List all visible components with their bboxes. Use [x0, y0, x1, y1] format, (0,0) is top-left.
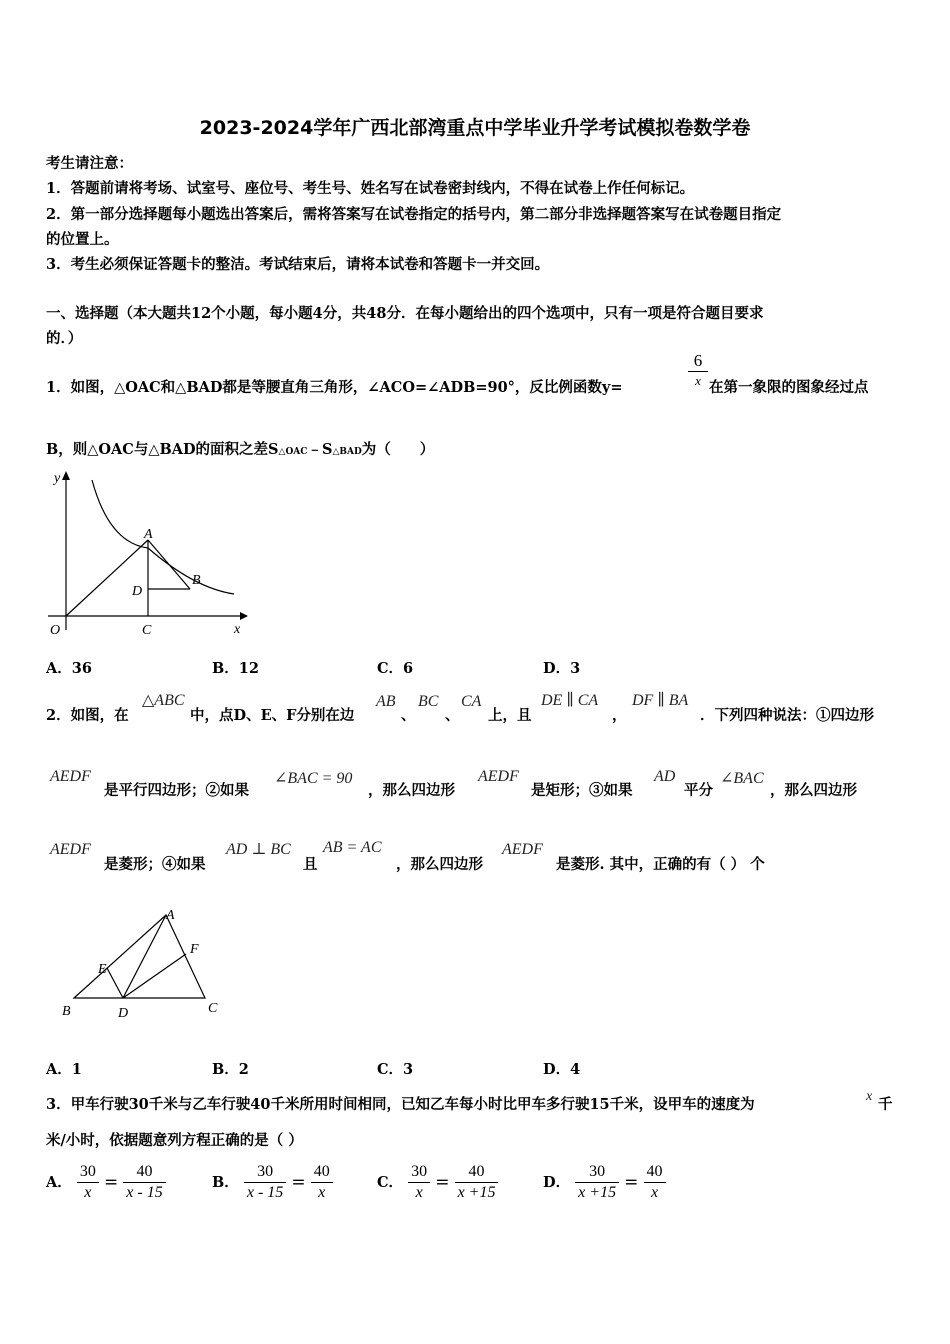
q1-frac-num: 6: [693, 351, 703, 370]
fraction: [123, 1162, 165, 1203]
label-A: A: [144, 527, 153, 542]
q1-option-a[interactable]: A．36: [46, 660, 92, 677]
denominator: x - 15: [126, 1184, 163, 1201]
segment-DE: [107, 968, 123, 998]
q2-l1-c: 上，且: [488, 707, 532, 724]
q2-figure: [58, 905, 228, 1025]
label-D: D: [118, 1006, 129, 1021]
q3-option-d-label: D．: [543, 1174, 571, 1191]
q3-l2: 米/小时，依据题意列方程正确的是（ ）: [46, 1132, 303, 1149]
equals-sign: =: [103, 1172, 119, 1193]
label-B: B: [192, 573, 201, 588]
q2-l2-d: 平分: [684, 782, 713, 799]
q1-sub1: △OAC: [278, 447, 308, 457]
q2-l2-c: 是矩形；③如果: [531, 782, 633, 799]
q2-bc: BC: [418, 693, 439, 710]
fraction: [575, 1162, 619, 1203]
q1-line2-c: 为（ ）: [361, 441, 435, 458]
q2-ab: AB: [376, 693, 396, 710]
q1-frac-den: x: [688, 371, 708, 390]
q3-option-b-label: B．: [212, 1174, 239, 1191]
q3-option-c[interactable]: [377, 1162, 498, 1203]
equals-sign: =: [624, 1172, 639, 1193]
q2-de-parallel: DE ∥ CA: [541, 692, 599, 709]
label-B: B: [62, 1004, 71, 1019]
q2-option-b[interactable]: B．2: [212, 1061, 249, 1078]
q3-option-a[interactable]: [46, 1162, 166, 1203]
q2-l3-b: 且: [303, 856, 318, 873]
q1-text-line2: [46, 438, 434, 459]
equals-sign: =: [291, 1172, 306, 1193]
q2-l3-c: ，那么四边形: [396, 856, 483, 873]
q2-adbc: AD ⊥ BC: [226, 841, 291, 858]
label-E: E: [98, 962, 107, 977]
segment-AB: [148, 540, 190, 589]
q2-option-a[interactable]: A．1: [46, 1061, 82, 1078]
fraction: [77, 1162, 99, 1203]
q2-bac: ∠BAC: [720, 770, 764, 787]
fraction: [311, 1162, 333, 1203]
denominator: x: [650, 1184, 659, 1201]
q1-line2-a: B，则△OAC与△BAD的面积之差S: [46, 441, 279, 458]
section-heading: 一、选择题（本大题共12个小题，每小题4分，共48分．在每小题给出的四个选项中，只有一项是符合题目要求: [46, 305, 764, 322]
label-F: F: [190, 942, 199, 957]
numerator: 40: [123, 1162, 165, 1183]
triangle-ABC: [74, 915, 205, 998]
q1-option-c[interactable]: C．6: [377, 660, 414, 677]
label-C: C: [208, 1001, 218, 1016]
q1-fraction: [688, 351, 708, 390]
q3-l1-a: 3．甲车行驶30千米与乙车行驶40千米所用时间相同，已知乙车每小时比甲车多行驶15千米，设甲车的速度为: [46, 1096, 755, 1113]
label-O: O: [50, 623, 61, 638]
q3-option-d[interactable]: [543, 1162, 666, 1203]
q3-option-b[interactable]: [212, 1162, 333, 1203]
q2-option-d[interactable]: D．4: [543, 1061, 581, 1078]
label-C: C: [142, 623, 152, 638]
q1-sub2: △BAD: [332, 447, 362, 457]
equals-sign: =: [435, 1172, 450, 1193]
q2-l1-d: ．下列四种说法：①四边形: [700, 707, 874, 724]
q2-ca: CA: [461, 693, 482, 710]
q2-tri: △ABC: [142, 692, 185, 709]
q2-l1-b: 中，点D、E、F分别在边: [190, 707, 355, 724]
fraction: [244, 1162, 286, 1203]
numerator: 30: [575, 1162, 619, 1183]
q2-aedf3: AEDF: [50, 841, 91, 858]
x-axis-arrow-icon: [240, 612, 248, 620]
segment-OA: [66, 540, 148, 616]
q2-l3-d: 是菱形. 其中，正确的有（ ） 个: [556, 856, 765, 873]
notice-item: 1．答题前请将考场、试室号、座位号、考生号、姓名写在试卷密封线内，不得在试卷上作任何标记。: [46, 180, 695, 197]
numerator: 30: [244, 1162, 286, 1183]
label-A: A: [166, 908, 175, 923]
label-y: y: [54, 471, 61, 486]
notice-heading: 考生请注意：: [46, 155, 133, 172]
q2-l2-a: 是平行四边形；②如果: [104, 782, 249, 799]
q2-l2-b: ，那么四边形: [368, 782, 455, 799]
hyperbola-curve: [92, 480, 234, 594]
segment-DF: [123, 954, 186, 998]
q2-l2-e: ，那么四边形: [770, 782, 857, 799]
q3-var-x: x: [866, 1089, 873, 1104]
q1-line2-b: ﹣S: [307, 441, 333, 458]
q1-figure: [44, 468, 249, 640]
section-heading-cont: 的．）: [46, 330, 83, 347]
q1-text: [46, 376, 623, 397]
denominator: x: [84, 1184, 92, 1201]
fraction: [455, 1162, 499, 1203]
q2-df-parallel: DF ∥ BA: [632, 692, 689, 709]
numerator: 30: [77, 1162, 99, 1183]
numerator: 40: [644, 1162, 666, 1183]
denominator: x +15: [578, 1184, 617, 1201]
q2-l1-a: 2．如图，在: [46, 707, 129, 724]
page-title: 2023-2024学年广西北部湾重点中学毕业升学考试模拟卷数学卷: [199, 117, 751, 139]
denominator: x: [318, 1184, 326, 1201]
y-axis-arrow-icon: [62, 471, 70, 480]
label-x: x: [234, 622, 241, 637]
q3-option-c-label: C．: [377, 1174, 404, 1191]
q3-option-a-label: A．: [46, 1174, 72, 1191]
q2-aedf: AEDF: [50, 768, 91, 785]
q2-abac: AB = AC: [323, 839, 382, 856]
notice-item: 3．考生必须保证答题卡的整洁。考试结束后，请将本试卷和答题卡一并交回。: [46, 256, 550, 273]
q2-aedf2: AEDF: [478, 768, 519, 785]
q2-ad: AD: [654, 768, 676, 785]
q2-bac90: ∠BAC = 90: [274, 770, 353, 787]
fraction: [644, 1162, 666, 1203]
q2-l3-a: 是菱形；④如果: [104, 856, 206, 873]
fraction: [408, 1162, 430, 1203]
q2-comma: ，: [612, 707, 627, 724]
segment-AD: [123, 915, 166, 998]
numerator: 40: [311, 1162, 333, 1183]
notice-item: 的位置上。: [46, 231, 119, 248]
q2-aedf4: AEDF: [502, 841, 543, 858]
q1-option-b[interactable]: B．12: [212, 660, 259, 677]
q1-text-a: 1．如图，△OAC和△BAD都是等腰直角三角形，∠ACO=∠ADB=90°，反比例函数y=: [46, 379, 623, 396]
numerator: 40: [455, 1162, 499, 1183]
label-D: D: [132, 584, 143, 599]
q2-option-c[interactable]: C．3: [377, 1061, 414, 1078]
q2-sep2: 、: [445, 707, 460, 724]
notice-item: 2．第一部分选择题每小题选出答案后，需将答案写在试卷指定的括号内，第二部分非选择题答案写在试卷题目指定: [46, 206, 782, 223]
denominator: x +15: [457, 1184, 496, 1201]
denominator: x - 15: [246, 1184, 284, 1201]
q3-l1-b: 千: [878, 1096, 893, 1113]
q2-sep1: 、: [401, 707, 416, 724]
q1-text-b: 在第一象限的图象经过点: [709, 379, 869, 396]
numerator: 30: [408, 1162, 430, 1183]
q1-option-d[interactable]: D．3: [543, 660, 581, 677]
denominator: x: [415, 1184, 423, 1201]
